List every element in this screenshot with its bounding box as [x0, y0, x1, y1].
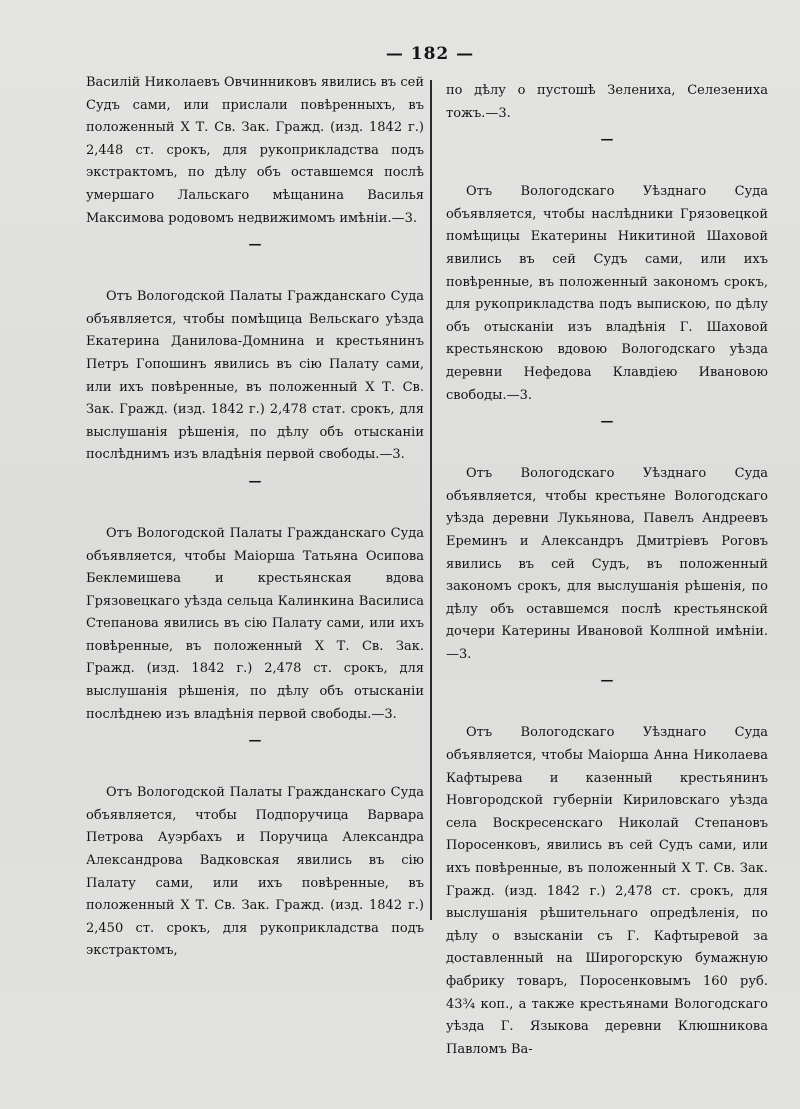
notice-paragraph: Отъ Вологодскаго Уѣзднаго Суда объявляется, чтобы наслѣдники Грязовецкой помѣщицы Екатерины Никитиной Шаховой явились въ сей Судъ сами, или ихъ повѣренные, въ положенный закономъ срокъ, для рукоприкладства подъ выпискою, по дѣлу объ отысканіи изъ владѣнія Г. Шаховой крестьянскою вдовою Вологодскаго уѣзда деревни Нефедова Клавдіею Ивановою свободы.—3. — [446, 184, 768, 403]
notice-separator: — — [600, 414, 614, 430]
notice-paragraph: Василій Николаевъ Овчинниковъ явились въ сей Судъ сами, или прислали повѣренныхъ, въ положенный X Т. Св. Зак. Гражд. (изд. 1842 г.) 2,448 ст. срокъ, для рукоприкладства подъ экстрактомъ, по дѣлу объ оставшемся послѣ умершаго Лальскаго мѣщанина Василья Максимова родовомъ недвижимомъ имѣніи.—3. — [86, 75, 424, 226]
notice-paragraph: Отъ Вологодской Палаты Гражданскаго Суда объявляется, чтобы помѣщица Вельскаго уѣзда Екатерина Данилова-Домнина и крестьянинъ Петръ Гопошинъ явились въ сію Палату сами, или ихъ повѣренные, въ положенный X Т. Св. Зак. Гражд. (изд. 1842 г.) 2,478 стат. срокъ, для выслушанія рѣшенія, по дѣлу объ отысканіи послѣднимъ изъ владѣнія первой свободы.—3. — [86, 289, 424, 463]
right-column — [446, 80, 768, 1061]
left-column — [86, 72, 424, 963]
notice-separator: — — [248, 733, 262, 749]
notice-paragraph: Отъ Вологодской Палаты Гражданскаго Суда объявляется, чтобы Маіорша Татьяна Осипова Беклемишева и крестьянская вдова Грязовецкаго уѣзда сельца Калинкина Василиса Степанова явились въ сію Палату сами, или ихъ повѣренные, въ положенный X Т. Св. Зак. Гражд. (изд. 1842 г.) 2,478 ст. срокъ, для выслушанія рѣшенія, по дѣлу объ отысканіи послѣднею изъ владѣнія первой свободы.—3. — [86, 525, 424, 722]
notice-separator: — — [600, 673, 614, 689]
notice-paragraph: Отъ Вологодскаго Уѣзднаго Суда объявляется, чтобы крестьяне Вологодскаго уѣзда деревни Лукьянова, Павелъ Андреевъ Ереминъ и Александръ Дмитріевъ Роговъ явились въ сей Судъ, въ положенный закономъ срокъ, для выслушанія рѣшенія, по дѣлу объ оставшемся послѣ крестьянской дочери Катерины Ивановой Колпной имѣніи.—3. — [446, 466, 768, 662]
notice-separator: — — [600, 132, 614, 148]
notice-paragraph: по дѣлу о пустошѣ Зелениха, Селезениха тожъ.—3. — [446, 83, 768, 121]
notice-paragraph: Отъ Вологодскаго Уѣзднаго Суда объявляется, чтобы Маіорша Анна Николаева Кафтырева и казенный крестьянинъ Новгородской губерніи Кириловскаго уѣзда села Воскресенскаго Николай Степановъ Поросенковъ, явились въ сей Судъ сами, или ихъ повѣренные, въ положенный X Т. Св. Зак. Гражд. (изд. 1842 г.) 2,478 ст. срокъ, для выслушанія рѣшительнаго опредѣленія, по дѣлу о взысканіи съ Г. Кафтыревой за доставленный на Широгорскую бумажную фабрику товаръ, Поросенковымъ 160 руб. 43¾ коп., а также крестьянами Вологодскаго уѣзда Г. Языкова деревни Клюшникова Павломъ Ва- — [446, 725, 768, 1057]
column-divider — [430, 80, 432, 920]
page-number: — 182 — — [385, 44, 475, 64]
notice-separator: — — [248, 473, 262, 489]
notice-paragraph: Отъ Вологодской Палаты Гражданскаго Суда объявляется, чтобы Подпоручица Варвара Петрова Ауэрбахъ и Поручица Александра Александрова Вадковская явились въ сію Палату сами, или ихъ повѣренные, въ положенный X Т. Св. Зак. Гражд. (изд. 1842 г.) 2,450 ст. срокъ, для рукоприкладства подъ экстрактомъ, — [86, 785, 424, 959]
notice-separator: — — [248, 237, 262, 253]
